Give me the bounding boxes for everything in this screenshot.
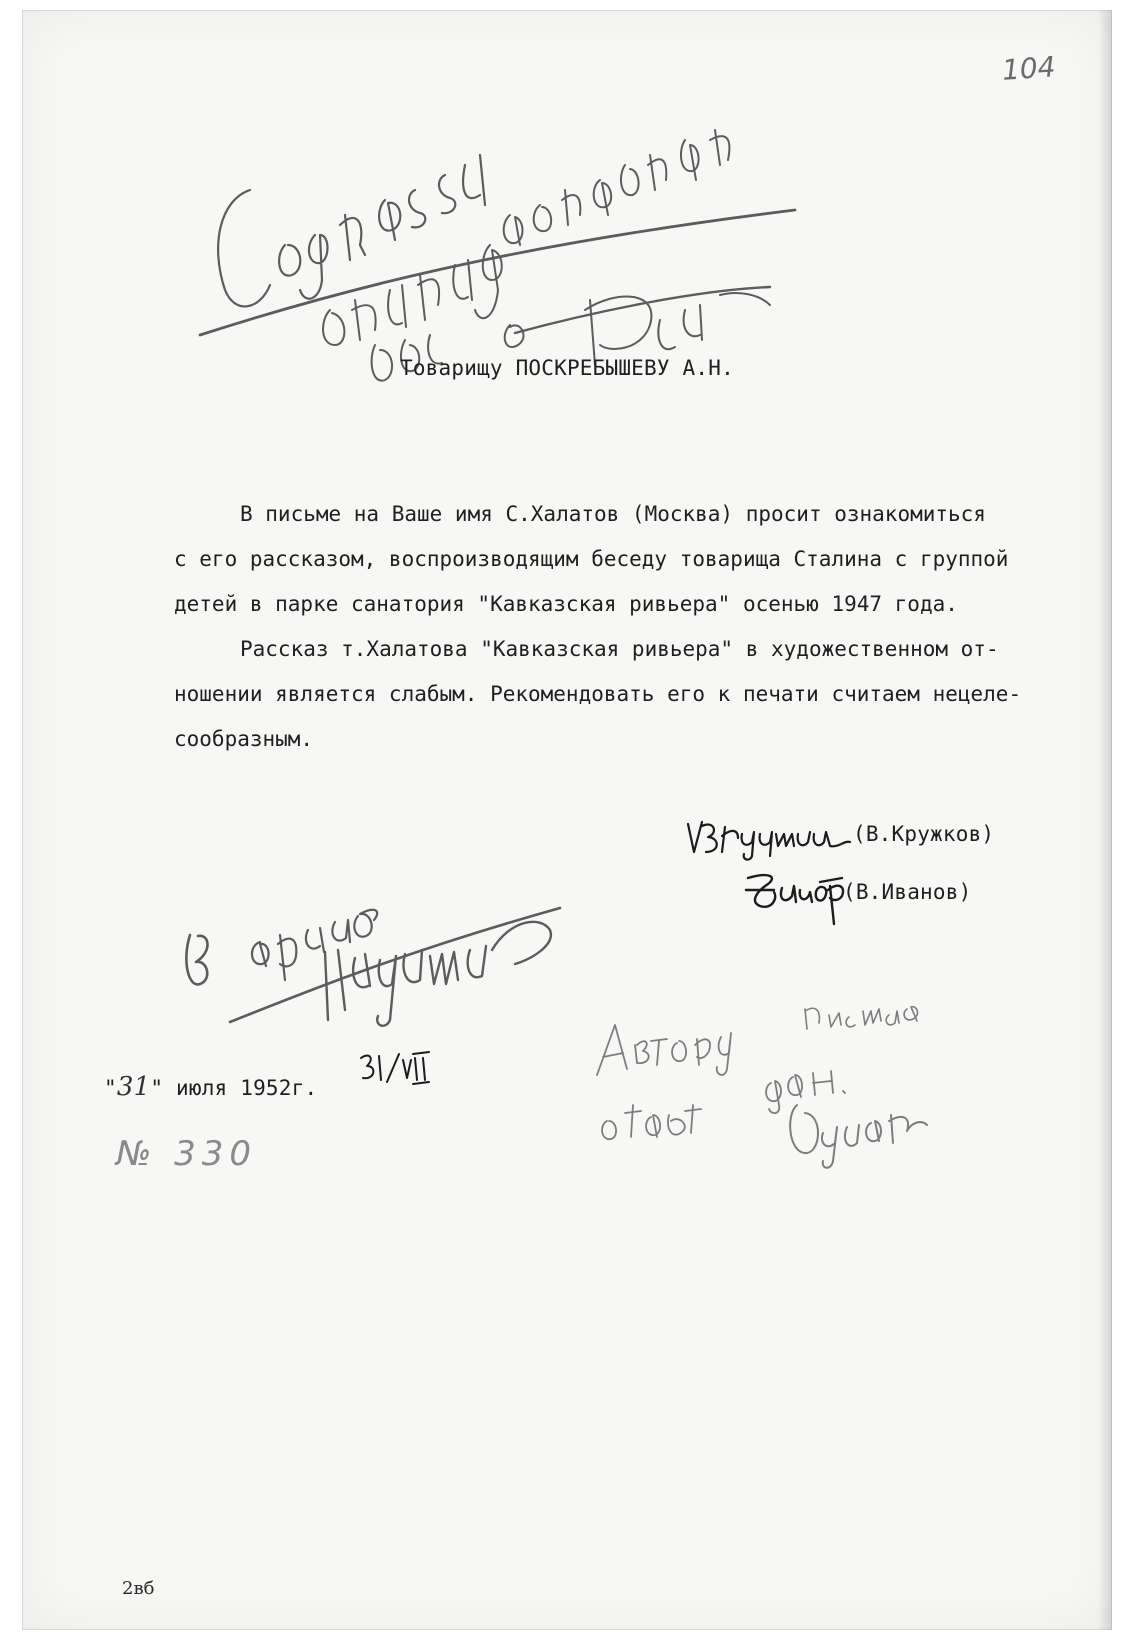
date-month-year: июля 1952г.: [176, 1076, 318, 1100]
footer-code: 2вб: [122, 1578, 155, 1599]
handwritten-archive-date: [355, 1048, 435, 1093]
archive-page-number: 104: [1000, 50, 1057, 87]
body-line: В письме на Ваше имя С.Халатов (Москва) просит ознакомиться: [240, 502, 986, 526]
signatory-name: (В.Кружков): [853, 822, 995, 846]
body-line: сообразным.: [174, 727, 314, 751]
registration-number: № 330: [116, 1134, 258, 1174]
handwritten-archive-resolution: [160, 880, 580, 1030]
body-line: детей в парке санатория "Кавказская ривьера" осенью 1947 года.: [174, 592, 958, 616]
body-line: с его рассказом, воспроизводящим беседу товарища Сталина с группой: [174, 547, 1009, 571]
date-close-quote: ": [150, 1076, 164, 1100]
body-line: ношении является слабым. Рекомендовать его к печати считаем нецеле-: [174, 682, 1022, 706]
signatory-name: (В.Иванов): [843, 880, 972, 904]
letter-date: [104, 1072, 317, 1102]
signature-kruzhkov: [680, 812, 855, 862]
addressee-line: Товарищу ПОСКРЕБЫШЕВУ А.Н.: [400, 356, 734, 380]
date-day: 31: [116, 1072, 151, 1102]
letter-body: [174, 492, 1074, 762]
date-open-quote: ": [104, 1076, 117, 1100]
handwritten-note-answer-given: [585, 965, 965, 1175]
body-line: Рассказ т.Халатова "Кавказская ривьера" в художественном от-: [240, 637, 999, 661]
sheet-shadow-edge: [1098, 10, 1112, 1630]
signature-ivanov: [738, 868, 848, 928]
